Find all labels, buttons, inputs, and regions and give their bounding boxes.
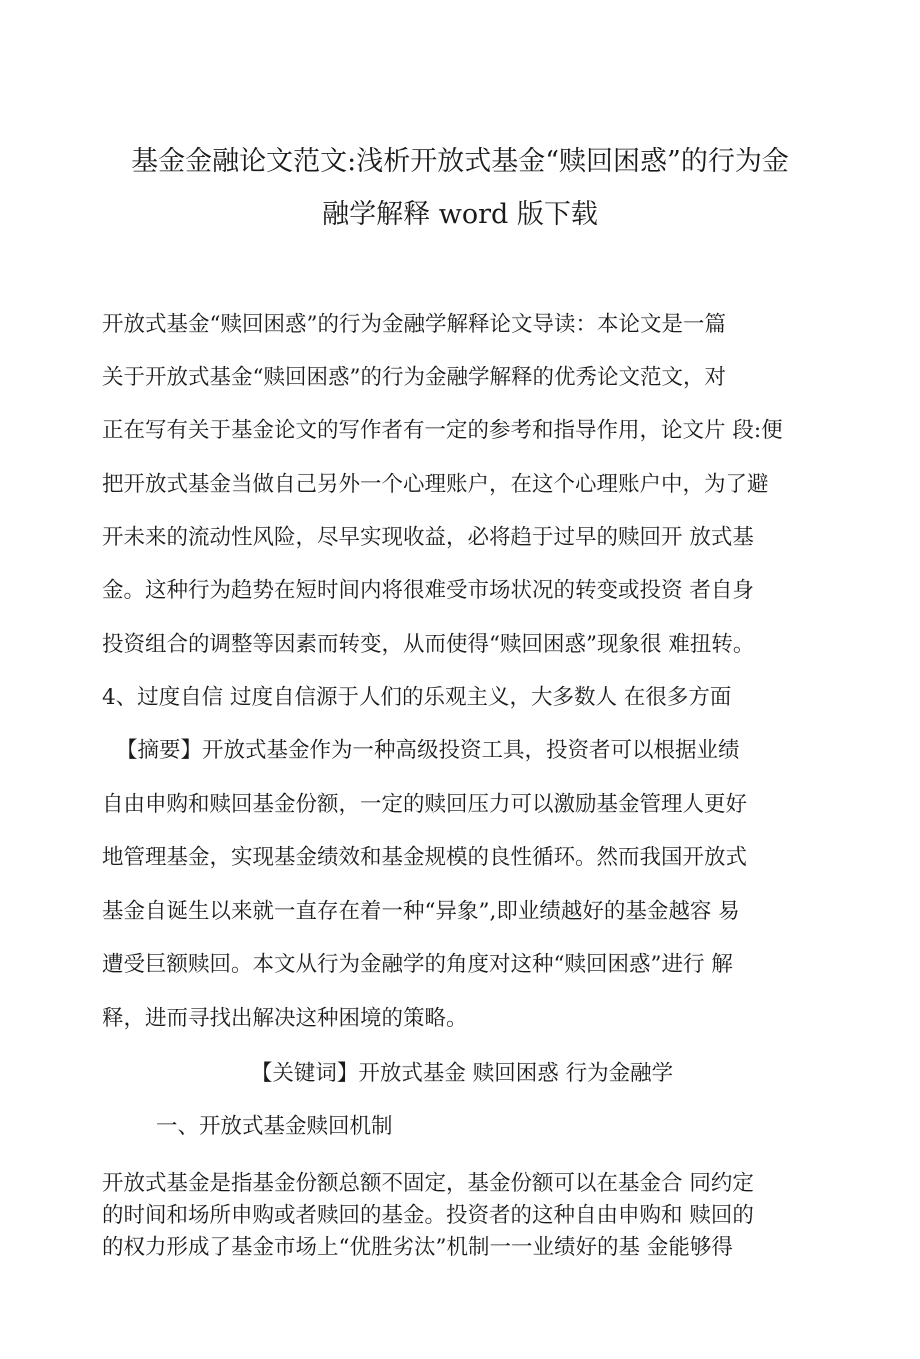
abstract-line: 自由申购和赎回基金份额，一定的赎回压力可以激励基金管理人更好 (102, 792, 748, 817)
section-heading: 一、开放式基金赎回机制 (156, 1114, 393, 1139)
intro-line: 4、过度自信 过度自信源于人们的乐观主义，大多数人 在很多方面 (102, 685, 732, 710)
keywords-line: 【关键词】开放式基金 赎回困惑 行为金融学 (250, 1061, 674, 1086)
intro-line: 投资组合的调整等因素而转变，从而使得“赎回困惑”现象很 难扭转。 (102, 632, 755, 657)
intro-line: 开未来的流动性风险，尽早实现收益，必将趋于过早的赎回开 放式基 (102, 525, 754, 550)
body-line: 的权力形成了基金市场上“优胜劣汰”机制一一业绩好的基 金能够得 (102, 1235, 733, 1260)
document-title-line-1: 基金金融论文范文:浅析开放式基金“赎回困惑”的行为金 (131, 146, 789, 177)
body-line: 的时间和场所申购或者赎回的基金。投资者的这种自由申购和 赎回的 (102, 1203, 754, 1228)
abstract-line: 释，进而寻找出解决这种困境的策略。 (102, 1006, 468, 1031)
intro-line: 关于开放式基金“赎回困惑”的行为金融学解释的优秀论文范文，对 (102, 365, 726, 390)
abstract-line: 【摘要】开放式基金作为一种高级投资工具，投资者可以根据业绩 (116, 738, 740, 763)
intro-line: 正在写有关于基金论文的写作者有一定的参考和指导作用，论文片 段:便 (102, 418, 783, 443)
document-title-line-2: 融学解释 word 版下载 (322, 199, 598, 230)
abstract-line: 基金自诞生以来就一直存在着一种“异象”,即业绩越好的基金越容 易 (102, 899, 740, 924)
abstract-line: 地管理基金，实现基金绩效和基金规模的良性循环。然而我国开放式 (102, 845, 748, 870)
intro-line: 开放式基金“赎回困惑”的行为金融学解释论文导读：本论文是一篇 (102, 312, 726, 337)
intro-line: 把开放式基金当做自己另外一个心理账户，在这个心理账户中，为了避 (102, 472, 769, 497)
intro-line: 金。这种行为趋势在短时间内将很难受市场状况的转变或投资 者自身 (102, 578, 754, 603)
abstract-line: 遭受巨额赎回。本文从行为金融学的角度对这种“赎回困惑”进行 解 (102, 952, 733, 977)
body-line: 开放式基金是指基金份额总额不固定，基金份额可以在基金合 同约定 (102, 1171, 754, 1196)
